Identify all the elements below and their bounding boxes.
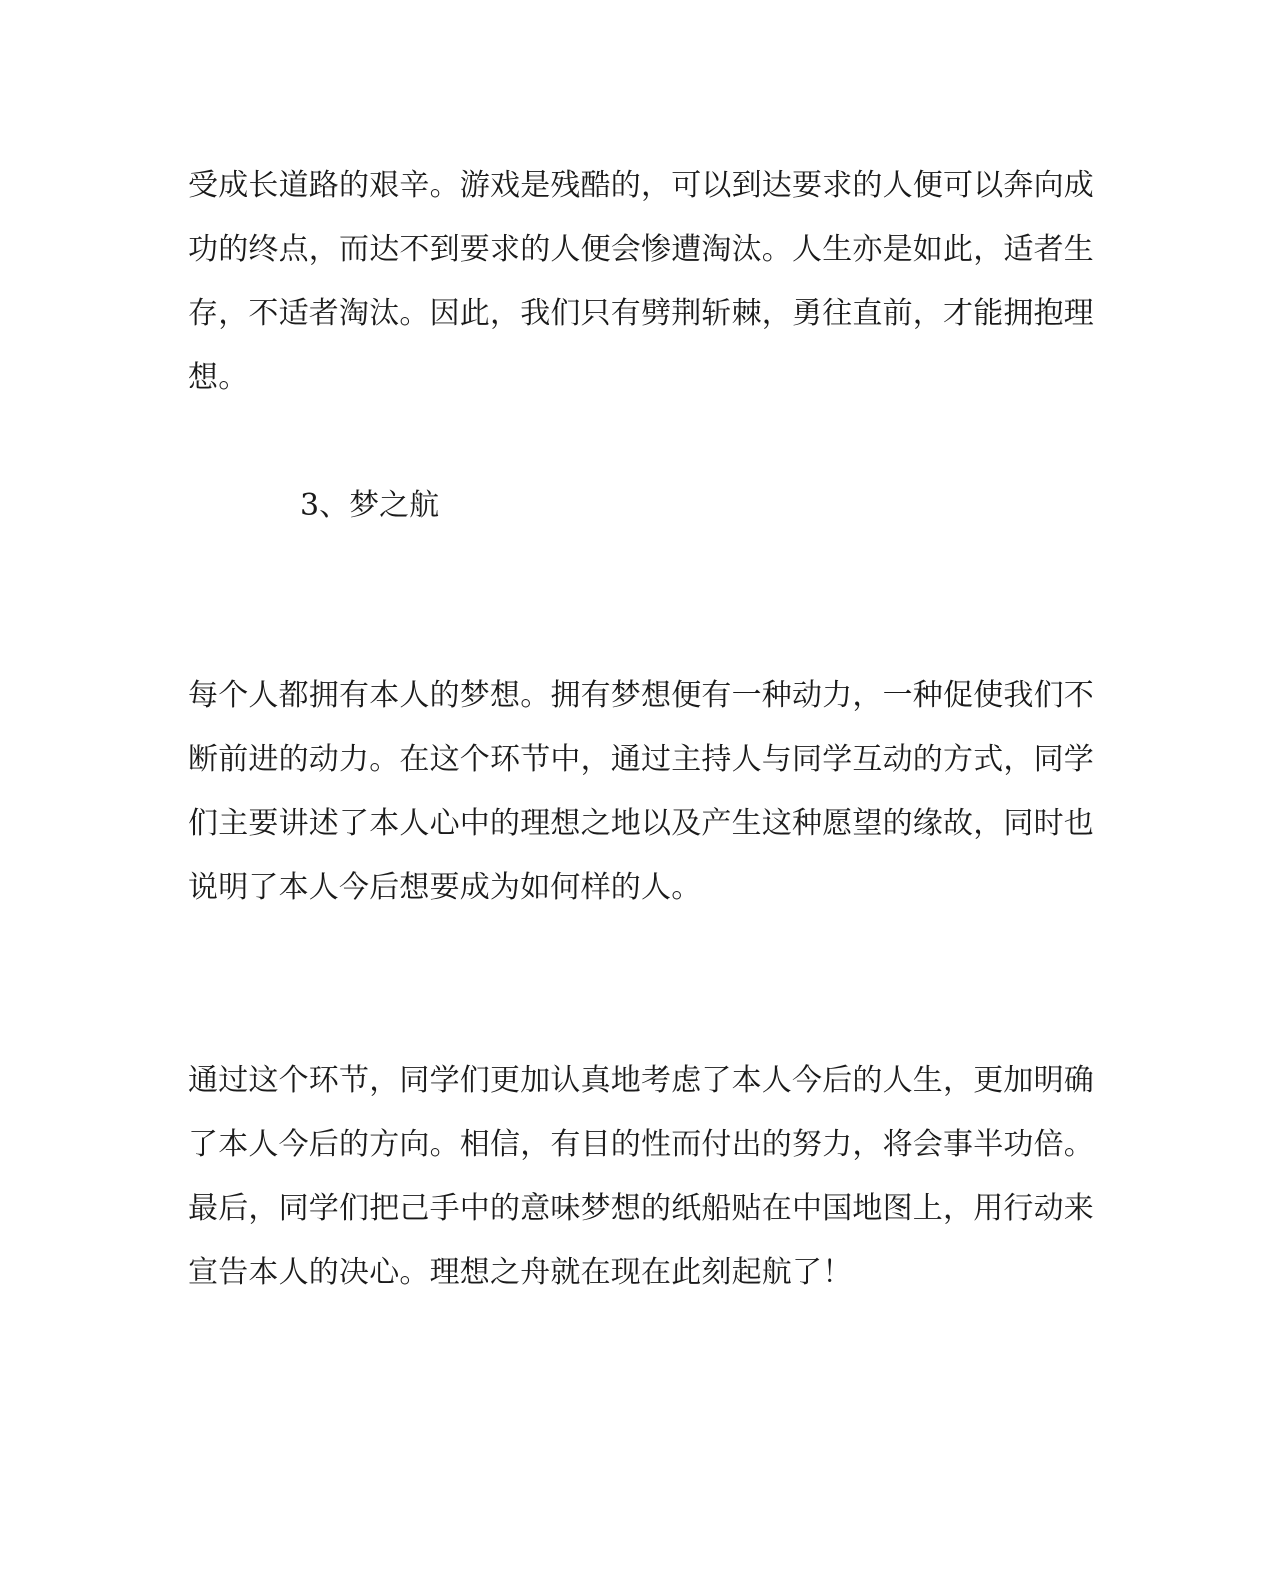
paragraph-line: 说明了本人今后想要成为如何样的人。 <box>188 870 702 905</box>
paragraph-line: 每个人都拥有本人的梦想。拥有梦想便有一种动力，一种促使我们不 <box>188 678 1094 713</box>
paragraph-line: 想。 <box>188 360 249 395</box>
paragraph-line: 宣告本人的决心。理想之舟就在现在此刻起航了！ <box>188 1255 853 1290</box>
paragraph-line: 受成长道路的艰辛。游戏是残酷的，可以到达要求的人便可以奔向成 <box>188 168 1094 203</box>
paragraph-line: 功的终点，而达不到要求的人便会惨遭淘汰。人生亦是如此，适者生 <box>188 232 1094 267</box>
paragraph-line: 们主要讲述了本人心中的理想之地以及产生这种愿望的缘故，同时也 <box>188 806 1094 841</box>
paragraph-line: 断前进的动力。在这个环节中，通过主持人与同学互动的方式，同学 <box>188 742 1094 777</box>
paragraph-line: 通过这个环节，同学们更加认真地考虑了本人今后的人生，更加明确 <box>188 1063 1094 1098</box>
paragraph-line: 了本人今后的方向。相信，有目的性而付出的努力，将会事半功倍。 <box>188 1127 1094 1162</box>
section-heading: 3、梦之航 <box>300 488 440 523</box>
paragraph-line: 最后，同学们把己手中的意味梦想的纸船贴在中国地图上，用行动来 <box>188 1191 1094 1226</box>
paragraph-line: 存，不适者淘汰。因此，我们只有劈荆斩棘，勇往直前，才能拥抱理 <box>188 296 1094 331</box>
